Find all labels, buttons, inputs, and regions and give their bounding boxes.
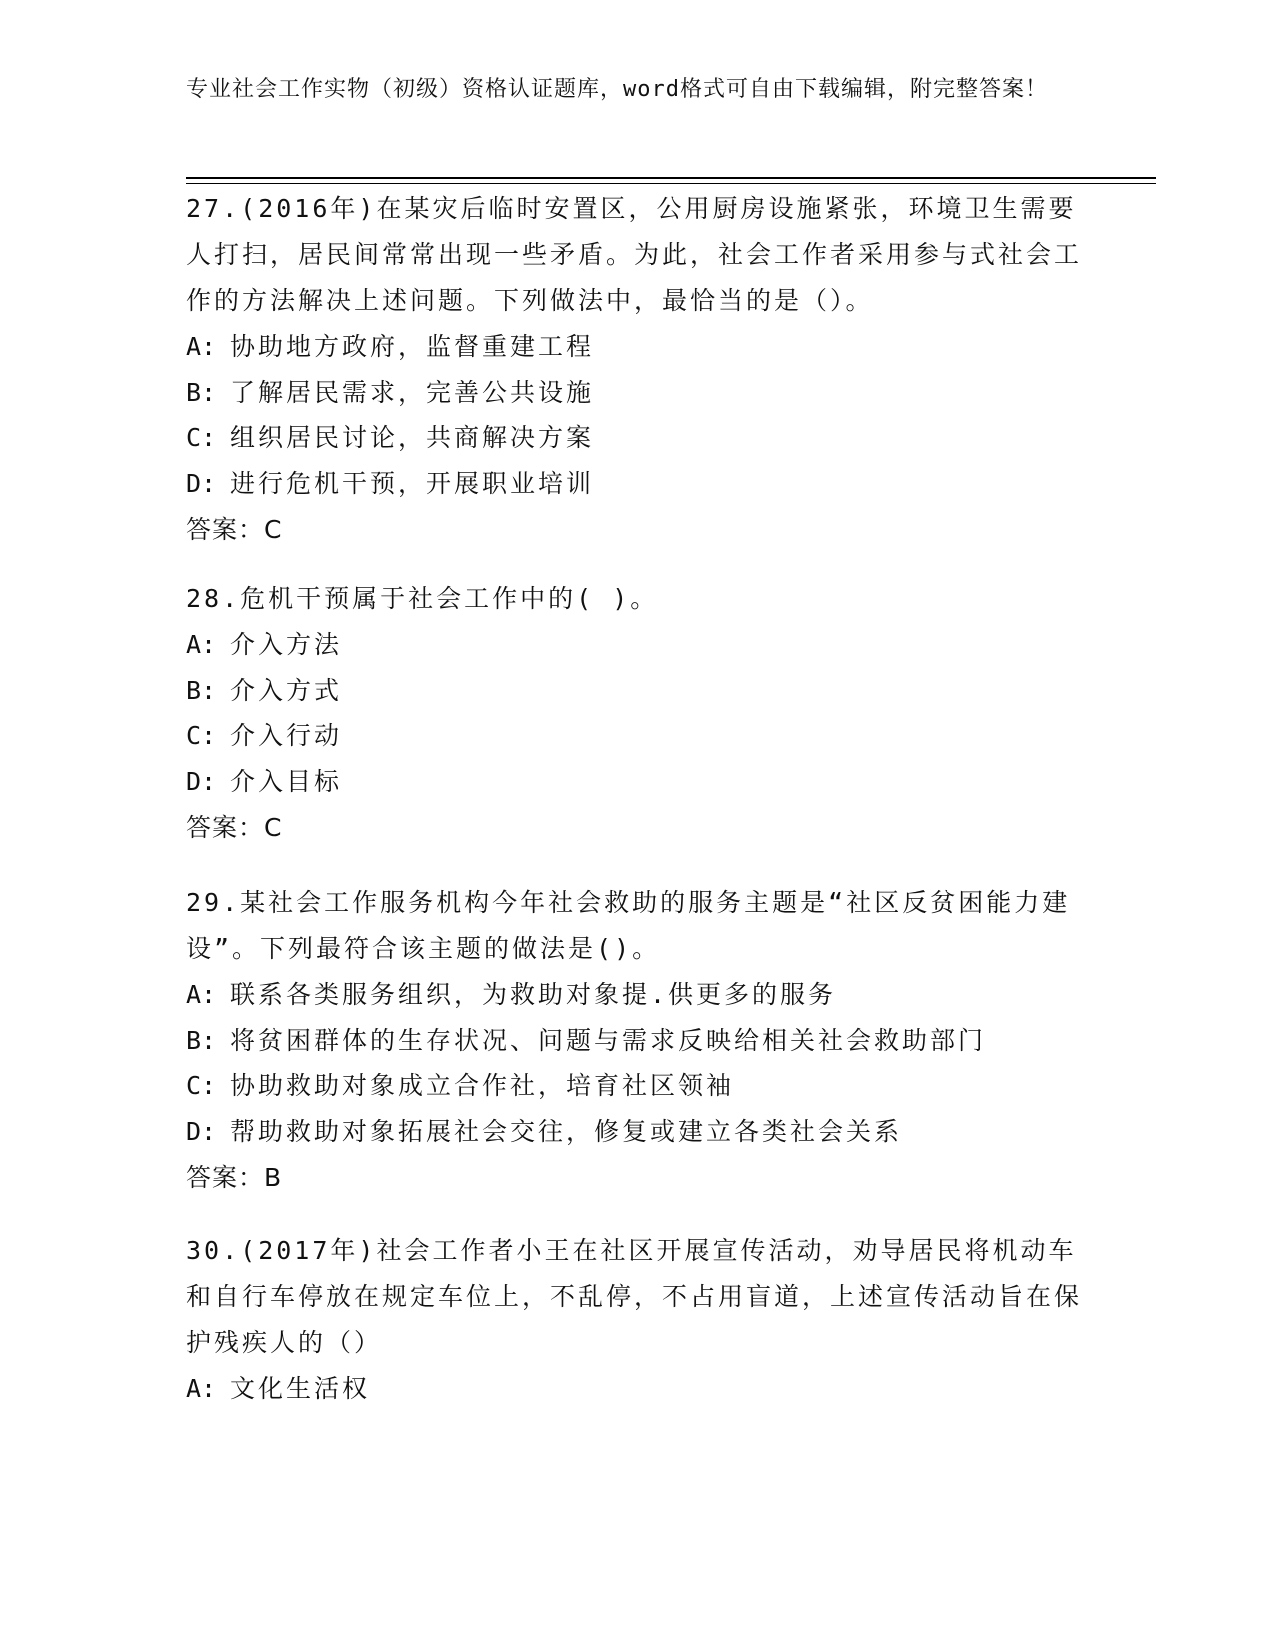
option-b [186, 370, 1086, 416]
option-a [186, 622, 1086, 668]
option-text: 协助地方政府，监督重建工程 [230, 332, 595, 361]
option-key: D: [186, 766, 217, 796]
option-text: 协助救助对象成立合作社，培育社区领袖 [230, 1071, 735, 1100]
option-b [186, 1018, 1086, 1064]
option-text: 帮助救助对象拓展社会交往，修复或建立各类社会关系 [230, 1116, 903, 1146]
option-d [186, 1109, 1086, 1155]
option-key: C: [186, 1071, 217, 1100]
answer-line: 答案：B [186, 1163, 283, 1192]
question-29 [186, 880, 1086, 1202]
question-stem: 30.(2017年)社会工作者小王在社区开展宣传活动，劝导居民将机动车和自行车停放在规定车位上，不乱停，不占用盲道，上述宣传活动旨在保护残疾人的（） [186, 1236, 1083, 1357]
option-key: A: [186, 332, 217, 361]
option-c [186, 415, 1086, 461]
option-text: 将贫困群体的生存状况、问题与需求反映给相关社会救助部门 [230, 1025, 987, 1055]
option-key: D: [186, 468, 217, 498]
option-text: 介入目标 [230, 766, 343, 796]
option-a [186, 1366, 1086, 1412]
option-text: 介入方法 [230, 630, 343, 659]
question-stem: 29.某社会工作服务机构今年社会救助的服务主题是“社区反贫困能力建设”。下列最符合该主题的做法是()。 [186, 888, 1071, 963]
option-text: 进行危机干预，开展职业培训 [230, 468, 595, 498]
answer-line: 答案：C [186, 813, 283, 842]
option-text: 联系各类服务组织，为救助对象提.供更多的服务 [230, 980, 837, 1009]
question-28 [186, 576, 1086, 852]
option-text: 文化生活权 [230, 1374, 371, 1403]
option-text: 组织居民讨论，共商解决方案 [230, 423, 595, 452]
option-text: 介入方式 [230, 675, 343, 705]
option-text: 介入行动 [230, 721, 343, 750]
question-stem: 27.(2016年)在某灾后临时安置区，公用厨房设施紧张，环境卫生需要人打扫，居民间常常出现一些矛盾。为此，社会工作者采用参与式社会工作的方法解决上述问题。下列做法中，最恰当的是（）。 [186, 194, 1083, 315]
option-a [186, 972, 1086, 1018]
option-c [186, 713, 1086, 759]
option-key: D: [186, 1116, 217, 1146]
header-divider-thick [186, 177, 1156, 179]
option-c [186, 1063, 1086, 1109]
option-d [186, 759, 1086, 805]
option-d [186, 461, 1086, 507]
option-key: A: [186, 1374, 217, 1403]
option-key: B: [186, 377, 217, 407]
option-key: B: [186, 1025, 217, 1055]
option-key: A: [186, 980, 217, 1009]
option-key: C: [186, 423, 217, 452]
document-header: 专业社会工作实物（初级）资格认证题库，word格式可自由下载编辑，附完整答案！ [186, 77, 1048, 102]
option-key: A: [186, 630, 217, 659]
option-a [186, 324, 1086, 370]
option-key: B: [186, 675, 217, 705]
option-text: 了解居民需求，完善公共设施 [230, 377, 595, 407]
header-divider-thin [186, 183, 1156, 184]
question-30 [186, 1228, 1086, 1412]
option-key: C: [186, 721, 217, 750]
answer-line: 答案：C [186, 515, 283, 544]
question-stem: 28.危机干预属于社会工作中的( )。 [186, 584, 659, 613]
option-b [186, 668, 1086, 714]
question-27 [186, 186, 1086, 554]
